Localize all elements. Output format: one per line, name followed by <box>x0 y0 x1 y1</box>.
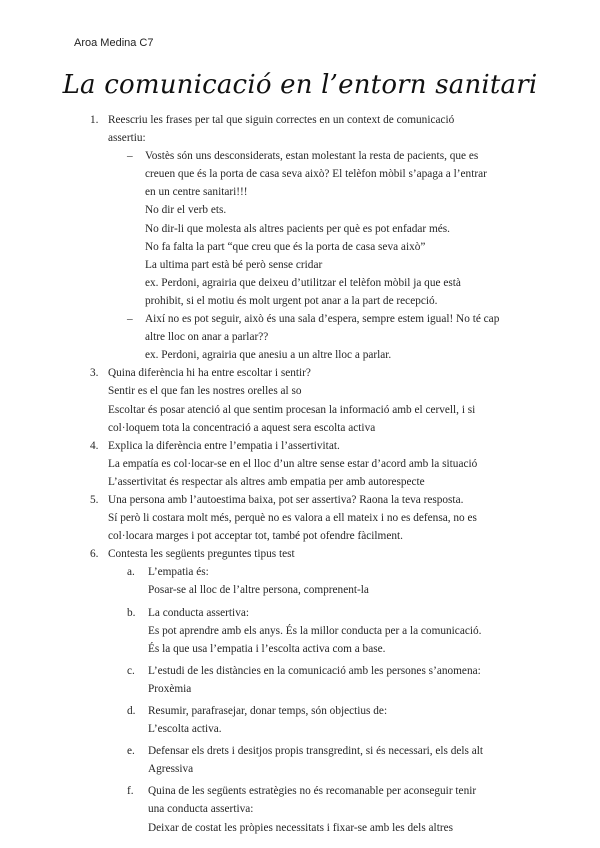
question-text: assertiu: <box>108 132 146 145</box>
question-number: 6. <box>90 548 99 561</box>
item-question: Resumir, parafrasejar, donar temps, són objectius de: <box>148 705 388 717</box>
item-question: Quina de les següents estratègies no és recomanable per aconseguir tenir <box>148 785 477 798</box>
answer-line: Escoltar és posar atenció al que sentim procesan la informació amb el cervell, i si <box>108 403 476 416</box>
item-answer: Es pot aprendre amb els anys. És la millor conducta per a la comunicació. <box>148 624 482 637</box>
answer-line: ex. Perdoni, agrairia que anesiu a un altre lloc a parlar. <box>145 349 392 362</box>
rewrite-item-1 <box>0 147 600 310</box>
dash-marker: – <box>127 150 133 163</box>
item-letter: b. <box>127 606 136 619</box>
item-answer: Deixar de costat les pròpies necessitats i fixar-se amb les dels altres <box>148 821 453 834</box>
answer-line: en un centre sanitari!!! <box>145 186 248 199</box>
document-title: La comunicació en l’entorn sanitari <box>62 70 538 100</box>
item-letter: f. <box>127 785 134 798</box>
test-item-d <box>0 702 600 738</box>
question-1 <box>0 111 600 364</box>
question-number: 1. <box>90 114 99 126</box>
item-question: La conducta assertiva: <box>148 606 249 619</box>
test-item-a <box>0 563 600 599</box>
answer-line: prohibit, si el motiu és molt urgent pot anar a la part de recepció. <box>145 294 438 307</box>
test-item-c <box>0 662 600 698</box>
rewrite-item-2 <box>0 310 600 364</box>
question-text: Explica la diferència entre l’empatia i l’assertivitat. <box>108 439 340 452</box>
answer-line: La empatía es col·locar-se en el lloc d’un altre sense estar d’acord amb la situació <box>108 457 478 470</box>
answer-line: Així no es pot seguir, això és una sala d’espera, sempre estem igual! No té cap <box>145 313 500 326</box>
item-question: Defensar els drets i desitjos propis transgredint, si és necessari, els dels alt <box>148 745 484 758</box>
dash-marker: – <box>127 313 133 326</box>
item-question: L’estudi de les distàncies en la comunicació amb les persones s’anomena: <box>148 664 481 677</box>
item-answer: Proxèmia <box>148 682 192 695</box>
answer-line: No dir el verb ets. <box>145 204 227 217</box>
answer-line: altre lloc on anar a parlar?? <box>145 331 269 344</box>
test-item-e <box>0 742 600 778</box>
question-6 <box>0 545 600 836</box>
author-name: Aroa Medina C7 <box>74 37 154 49</box>
answer-line: La ultima part està bé però sense cridar <box>145 258 323 271</box>
item-question: una conducta assertiva: <box>148 803 254 816</box>
question-number: 3. <box>90 367 99 380</box>
question-number: 4. <box>90 439 99 452</box>
item-letter: d. <box>127 705 136 717</box>
question-5 <box>0 491 600 545</box>
item-letter: c. <box>127 664 135 677</box>
answer-line: col·loquem tota la concentració a aquest sera escolta activa <box>108 421 376 434</box>
answer-line: Vostès són uns desconsiderats, estan molestant la resta de pacients, que es <box>145 150 479 163</box>
item-letter: a. <box>127 566 135 579</box>
answer-line: No dir-li que molesta als altres pacients per què es pot enfadar més. <box>145 222 450 235</box>
answer-line: ex. Perdoni, agrairia que deixeu d’utilitzar el telèfon mòbil ja que està <box>145 276 461 289</box>
question-3 <box>0 364 600 436</box>
item-answer: Posar-se al lloc de l’altre persona, comprenent-la <box>148 584 369 597</box>
item-answer: És la que usa l’empatia i l’escolta activa com a base. <box>148 642 386 655</box>
question-number: 5. <box>90 493 99 506</box>
answer-line: No fa falta la part “que creu que és la porta de casa seva això” <box>145 240 426 253</box>
question-text: Una persona amb l’autoestima baixa, pot ser assertiva? Raona la teva resposta. <box>108 493 464 506</box>
item-question: L’empatia és: <box>148 566 209 579</box>
test-item-b <box>0 604 600 658</box>
question-text: Reescriu les frases per tal que siguin correctes en un context de comunicació <box>108 114 455 126</box>
item-answer: Agressiva <box>148 763 194 776</box>
answer-line: Sí però li costara molt més, perquè no es valora a ell mateix i no es defensa, no es <box>108 512 477 525</box>
question-text: Contesta les següents preguntes tipus test <box>108 548 295 561</box>
document-body <box>0 111 600 837</box>
question-4 <box>0 437 600 491</box>
answer-line: L’assertivitat és respectar als altres amb empatia per amb autorespecte <box>108 475 425 488</box>
question-text: Quina diferència hi ha entre escoltar i sentir? <box>108 367 311 380</box>
item-answer: L’escolta activa. <box>148 723 222 736</box>
item-letter: e. <box>127 745 135 758</box>
answer-line: Sentir es el que fan les nostres orelles al so <box>108 385 302 398</box>
answer-line: col·locara marges i pot acceptar tot, també pot ofendre fàcilment. <box>108 530 403 543</box>
test-item-f <box>0 782 600 836</box>
answer-line: creuen que és la porta de casa seva això? El telèfon mòbil s’apaga a l’entrar <box>145 168 487 181</box>
